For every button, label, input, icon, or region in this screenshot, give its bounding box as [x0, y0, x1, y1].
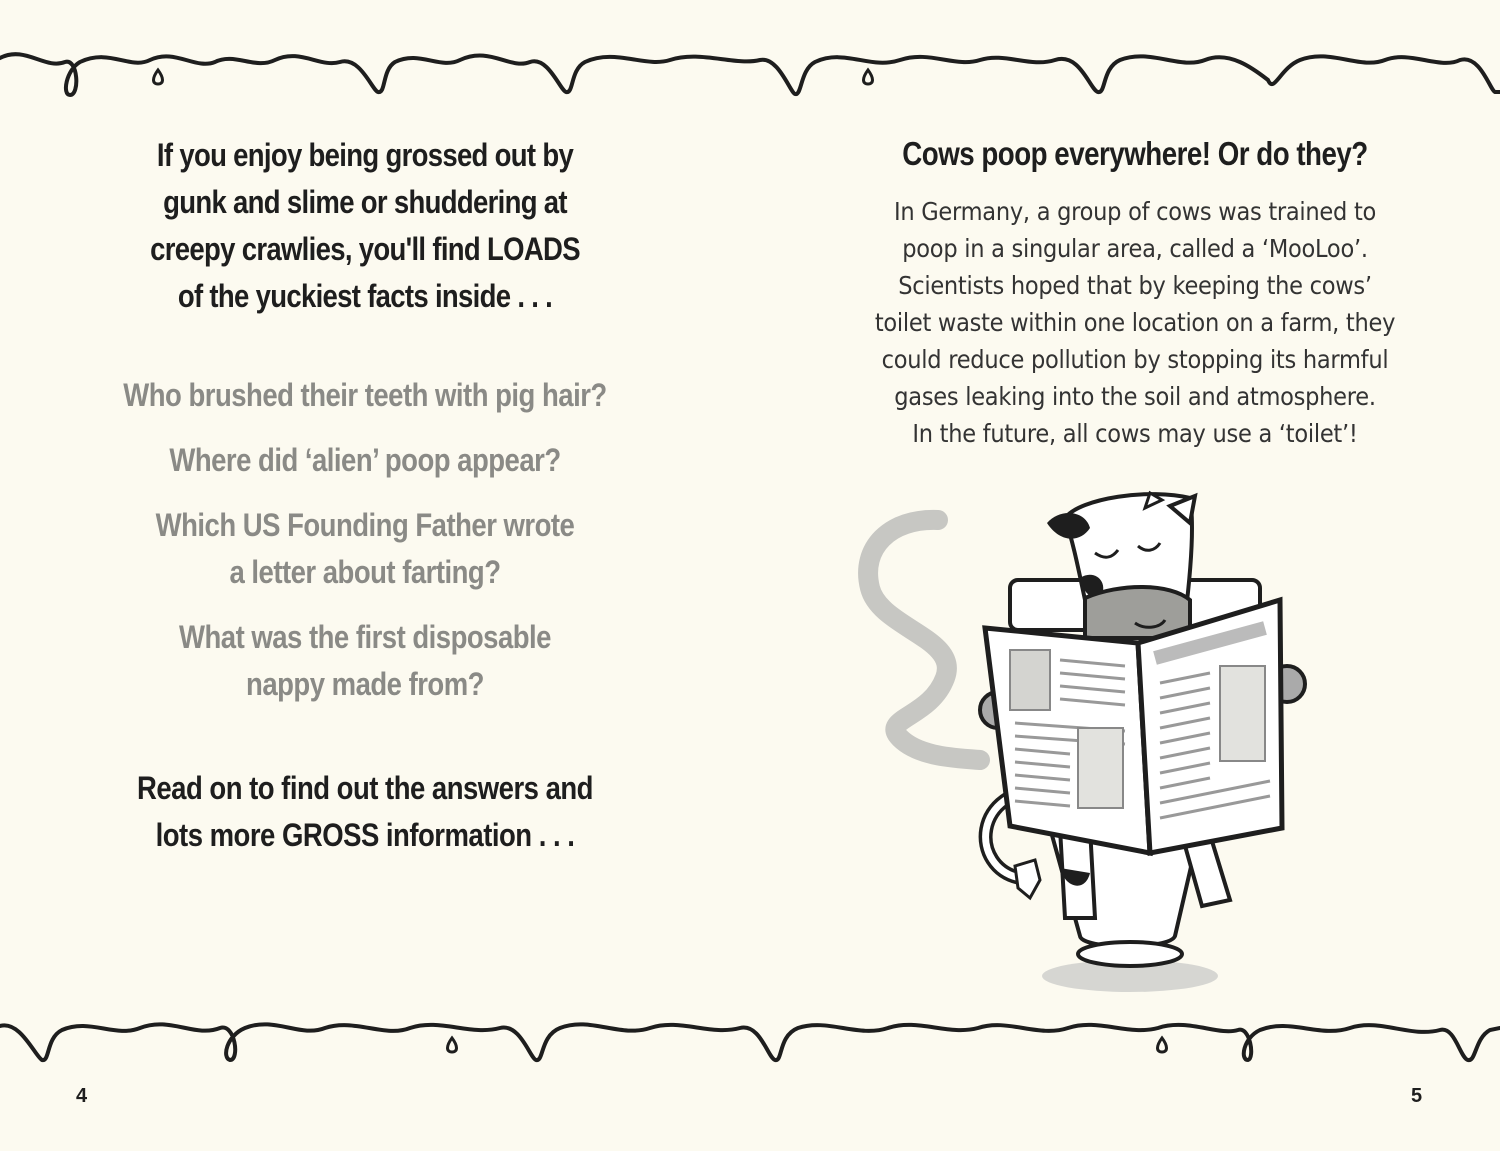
fact-line: could reduce pollution by stopping its harmful [881, 345, 1389, 374]
slime-border-top [0, 40, 1500, 110]
question-alien-poop [111, 437, 618, 484]
cow-on-toilet-illustration [850, 488, 1320, 998]
fact-line: toilet waste within one location on a farm, they [874, 308, 1396, 337]
intro-text [111, 132, 618, 320]
intro-line: If you enjoy being grossed out by [156, 137, 574, 173]
intro-line: of the yuckiest facts inside . . . [177, 278, 553, 314]
teaser-questions [111, 372, 618, 726]
fact-line: In Germany, a group of cows was trained to [893, 197, 1377, 226]
question-line: Which US Founding Father wrote [155, 507, 575, 543]
slime-border-bottom [0, 1008, 1500, 1078]
fact-body [864, 193, 1407, 452]
outro-line: Read on to find out the answers and [137, 770, 593, 806]
question-line: Where did ‘alien’ poop appear? [169, 442, 561, 478]
question-line: Who brushed their teeth with pig hair? [123, 377, 607, 413]
question-nappy [111, 614, 618, 708]
fact-line: In the future, all cows may use a ‘toilet’! [912, 419, 1358, 448]
page-number-left: 4 [76, 1085, 88, 1107]
question-founding-father [111, 502, 618, 596]
fact-line: gases leaking into the soil and atmosphere. [894, 382, 1376, 411]
fact-title: Cows poop everywhere! Or do they? [902, 135, 1368, 172]
intro-line: gunk and slime or shuddering at [163, 184, 567, 220]
question-line: nappy made from? [246, 666, 484, 702]
question-line: What was the first disposable [179, 619, 551, 655]
intro-line: creepy crawlies, you'll find LOADS [150, 231, 580, 267]
outro-line: lots more GROSS information . . . [155, 817, 575, 853]
fact-line: poop in a singular area, called a ‘MooLoo’. [902, 234, 1368, 263]
fact-line: Scientists hoped that by keeping the cows’ [898, 271, 1372, 300]
question-pig-hair [111, 372, 618, 419]
page-number-right: 5 [1411, 1085, 1423, 1107]
question-line: a letter about farting? [229, 554, 501, 590]
outro-text [111, 765, 618, 859]
